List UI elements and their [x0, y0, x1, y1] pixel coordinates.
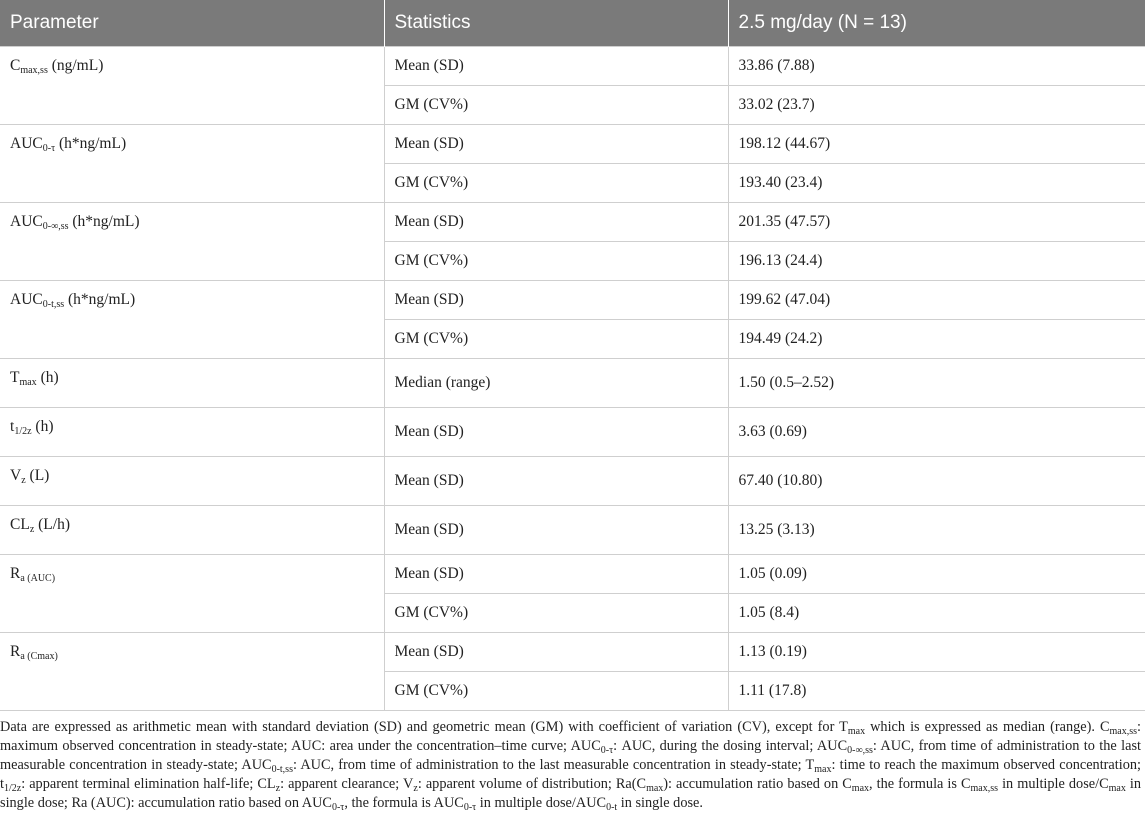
footnote-subscript: max,ss — [1109, 726, 1138, 737]
parameter-unit: (L/h) — [34, 516, 70, 533]
statistic-value: 201.35 (47.57) — [728, 203, 1145, 242]
parameter-subscript: z — [21, 475, 26, 486]
footnote-text: , the formula is C — [869, 776, 971, 792]
footnote-text: ): accumulation ratio based on C — [663, 776, 852, 792]
statistic-label: GM (CV%) — [384, 86, 728, 125]
parameter-cell — [0, 203, 384, 281]
footnote-text: in multiple dose/C — [998, 776, 1109, 792]
statistic-value: 1.05 (8.4) — [728, 594, 1145, 633]
parameter-unit: (ng/mL) — [47, 57, 104, 74]
parameter-unit: (h*ng/mL) — [68, 213, 140, 230]
header-statistics: Statistics — [384, 0, 728, 47]
footnote-text: : time to reach the maximum observed concentration; t — [0, 757, 1141, 792]
footnote-text: , the formula is AUC — [344, 795, 464, 811]
parameter-symbol: AUC — [10, 291, 43, 308]
parameter-cell — [0, 125, 384, 203]
parameter-subscript: max — [19, 377, 37, 388]
parameter-unit: (h*ng/mL) — [64, 291, 136, 308]
statistic-value: 1.13 (0.19) — [728, 633, 1145, 672]
footnote-subscript: max — [847, 726, 866, 737]
parameter-cell — [0, 281, 384, 359]
footnote-subscript: max,ss — [970, 783, 999, 794]
statistic-value: 13.25 (3.13) — [728, 506, 1145, 555]
footnote-text: Data are expressed as arithmetic mean with standard deviation (SD) and geometric mean (GM) with coefficient of variation (CV), except for T — [0, 719, 848, 735]
footnote-text: : AUC, from time of administration to the last measurable concentration in steady-state; AUC — [0, 738, 1141, 773]
footnote-subscript: 1/2z — [3, 783, 22, 794]
table-row — [0, 408, 1145, 457]
parameter-cell — [0, 408, 384, 457]
statistic-label: GM (CV%) — [384, 164, 728, 203]
footnote-subscript: max — [646, 783, 664, 794]
parameter-symbol: C — [10, 57, 21, 74]
statistic-value: 193.40 (23.4) — [728, 164, 1145, 203]
statistic-label: Mean (SD) — [384, 457, 728, 506]
parameter-unit: (h) — [31, 418, 54, 435]
footnote-subscript: 0-t — [606, 802, 618, 813]
statistic-value: 194.49 (24.2) — [728, 320, 1145, 359]
statistic-label: GM (CV%) — [384, 594, 728, 633]
parameter-subscript: 0-τ — [42, 143, 56, 154]
parameter-symbol: AUC — [10, 135, 43, 152]
header-row — [0, 0, 1145, 47]
parameter-symbol: t — [10, 418, 15, 435]
parameter-cell — [0, 555, 384, 633]
parameter-unit: (L) — [25, 467, 50, 484]
footnote-subscript: max — [814, 764, 832, 775]
statistic-value: 1.50 (0.5–2.52) — [728, 359, 1145, 408]
table-row — [0, 506, 1145, 555]
parameter-subscript: 0-t,ss — [42, 299, 65, 310]
footnote-text: in single dose; Ra (AUC): accumulation ratio based on AUC — [0, 776, 1141, 811]
parameter-symbol: V — [10, 467, 22, 484]
footnote-text: : AUC, from time of administration to the last measurable concentration in steady-state; T — [292, 757, 815, 773]
statistic-value: 33.02 (23.7) — [728, 86, 1145, 125]
footnote-text: in multiple dose/AUC — [476, 795, 607, 811]
table-row — [0, 633, 1145, 672]
parameter-unit: (h) — [36, 369, 59, 386]
parameter-symbol: R — [10, 565, 21, 582]
footnote-text: : apparent terminal elimination half-life; CL — [21, 776, 276, 792]
table-row — [0, 555, 1145, 594]
statistic-label: Mean (SD) — [384, 47, 728, 86]
parameter-symbol: AUC — [10, 213, 43, 230]
statistic-label: Mean (SD) — [384, 506, 728, 555]
table-row — [0, 457, 1145, 506]
footnote-text: : apparent clearance; V — [280, 776, 414, 792]
footnote-subscript: 0-∞,ss — [847, 745, 873, 756]
footnote-subscript: 0-τ — [600, 745, 614, 756]
parameter-cell — [0, 457, 384, 506]
footnote-text: : apparent volume of distribution; Ra(C — [417, 776, 647, 792]
parameter-symbol: R — [10, 643, 21, 660]
footnote-text: in single dose. — [617, 795, 703, 811]
parameter-symbol: CL — [10, 516, 30, 533]
table-row — [0, 281, 1145, 320]
parameter-subscript: z — [29, 524, 35, 535]
statistic-value: 198.12 (44.67) — [728, 125, 1145, 164]
statistic-value: 33.86 (7.88) — [728, 47, 1145, 86]
footnote-text: : AUC, during the dosing interval; AUC — [613, 738, 848, 754]
table-footnote — [0, 711, 1145, 813]
statistic-value: 3.63 (0.69) — [728, 408, 1145, 457]
parameter-subscript: a (AUC) — [20, 573, 56, 584]
statistic-value: 1.11 (17.8) — [728, 672, 1145, 711]
parameter-cell — [0, 633, 384, 711]
footnote-subscript: 0-τ — [463, 802, 477, 813]
footnote-subscript: z — [413, 783, 418, 794]
statistic-value: 1.05 (0.09) — [728, 555, 1145, 594]
statistic-label: GM (CV%) — [384, 672, 728, 711]
footnote-subscript: max — [1108, 783, 1126, 794]
parameter-symbol: T — [10, 369, 20, 386]
parameter-cell — [0, 359, 384, 408]
statistic-label: Mean (SD) — [384, 125, 728, 164]
parameter-cell — [0, 47, 384, 125]
footnote-text: : maximum observed concentration in steady-state; AUC: area under the concentration–time curve; AUC — [0, 719, 1141, 754]
footnote-subscript: 0-τ — [331, 802, 345, 813]
table-row — [0, 203, 1145, 242]
statistic-value: 199.62 (47.04) — [728, 281, 1145, 320]
statistic-label: GM (CV%) — [384, 320, 728, 359]
footnote-subscript: max — [851, 783, 870, 794]
table-row — [0, 47, 1145, 86]
statistic-label: Mean (SD) — [384, 408, 728, 457]
statistic-label: GM (CV%) — [384, 242, 728, 281]
statistic-value: 67.40 (10.80) — [728, 457, 1145, 506]
header-dose-group: 2.5 mg/day (N = 13) — [728, 0, 1145, 47]
table-body — [0, 47, 1145, 711]
statistic-label: Mean (SD) — [384, 203, 728, 242]
footnote-subscript: 0-t,ss — [271, 764, 293, 775]
statistic-label: Mean (SD) — [384, 633, 728, 672]
statistic-label: Mean (SD) — [384, 281, 728, 320]
parameter-cell — [0, 506, 384, 555]
statistic-label: Median (range) — [384, 359, 728, 408]
statistic-label: Mean (SD) — [384, 555, 728, 594]
statistic-value: 196.13 (24.4) — [728, 242, 1145, 281]
parameter-subscript: 1/2z — [14, 426, 32, 437]
table-row — [0, 359, 1145, 408]
parameter-subscript: 0-∞,ss — [42, 221, 69, 232]
footnote-subscript: z — [275, 783, 281, 794]
table-row — [0, 125, 1145, 164]
parameter-unit: (h*ng/mL) — [55, 135, 127, 152]
footnote-text: which is expressed as median (range). C — [865, 719, 1110, 735]
parameter-subscript: a (Cmax) — [20, 651, 58, 662]
header-parameter: Parameter — [0, 0, 384, 47]
parameter-subscript: max,ss — [20, 65, 48, 76]
